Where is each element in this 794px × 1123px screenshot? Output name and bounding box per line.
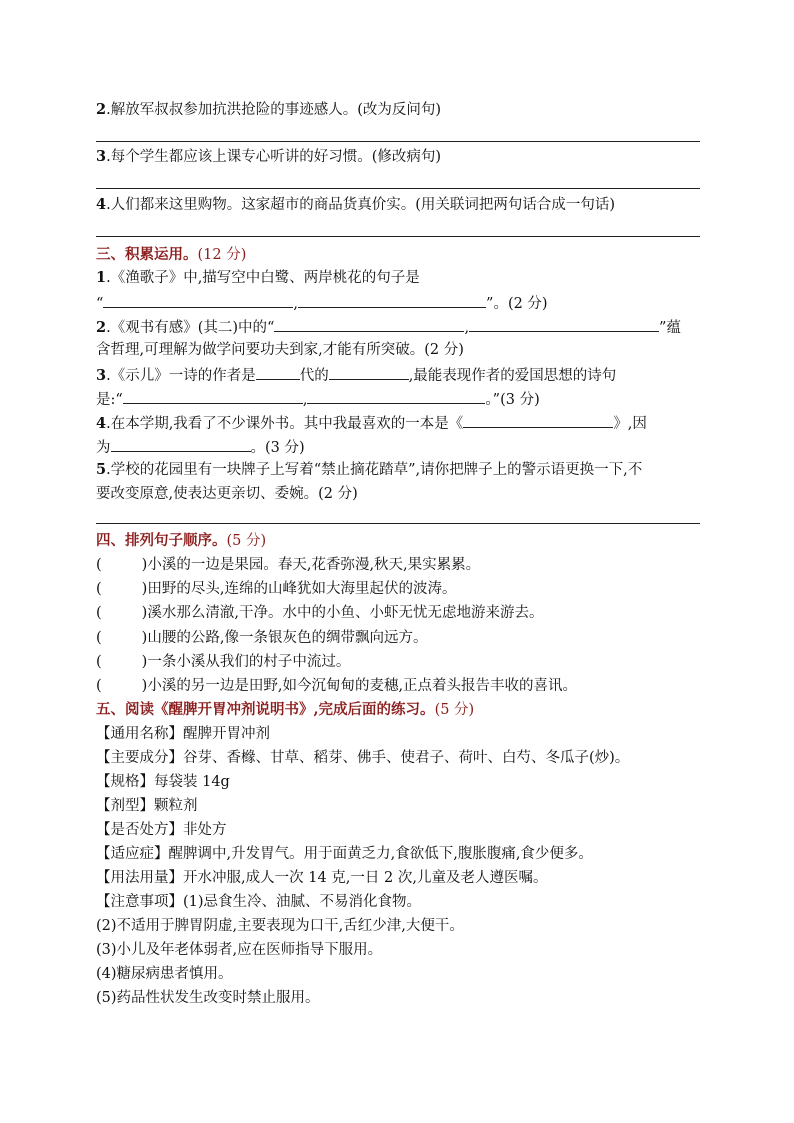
spec-entry [96,724,700,744]
question-text: 要改变原意,使表达更亲切、委婉。(2 分) [96,486,358,502]
question-number: 2 [96,101,107,118]
question-2-4 [96,195,700,215]
separator: , [293,296,299,312]
note-item: (3)小儿及年老体弱者,应在医师指导下服用。 [96,942,383,958]
bracket-close: ) [141,557,148,573]
question-text: 。(3 分) [250,440,305,456]
note-item: (5)药品性状发生改变时禁止服用。 [96,990,320,1006]
spec-entry [96,844,700,864]
section-points: (12 分) [197,247,247,263]
order-item [96,676,700,696]
order-text: 田野的尽头,连绵的山峰犹如大海里起伏的波涛。 [147,581,457,597]
spec-entry [96,796,700,816]
fill-blank[interactable] [111,436,251,452]
spec-value: 颗粒剂 [154,798,198,814]
spec-label: 【通用名称】 [96,726,183,742]
section-title: 五、阅读 [96,701,154,718]
question-text: .每个学生都应该上课专心听讲的好习惯。(修改病句) [106,149,442,165]
spec-label: 【是否处方】 [96,822,183,838]
question-3-2 [96,316,700,338]
question-text: .人们都来这里购物。这家超市的商品货真价实。(用关联词把两句话合成一句话) [106,197,616,213]
separator: , [302,392,308,408]
note-item: (2)不适用于脾胃阴虚,主要表现为口干,舌红少津,大便干。 [96,918,464,934]
question-text: .《观书有感》(其二)中的“ [106,320,275,336]
bracket-close: ) [141,678,148,694]
question-3-5-cont [96,484,700,504]
question-text: .学校的花园里有一块牌子上写着“禁止摘花踏草”,请你把牌子上的警示语更换一下,不 [106,462,643,478]
bracket-close: ) [141,605,148,621]
bracket-open: ( [96,557,102,573]
answer-line[interactable] [96,141,700,142]
order-item [96,579,700,599]
order-item [96,603,700,623]
order-text: 一条小溪从我们的村子中流过。 [147,654,351,670]
fill-blank[interactable] [103,292,293,308]
order-text: 山腰的公路,像一条银灰色的绸带飘向远方。 [147,630,428,646]
question-3-1-blanks [96,292,700,314]
section-title: 四、排列句子顺序。 [96,532,227,549]
question-number: 5 [96,461,107,478]
question-number: 3 [96,367,107,384]
order-item [96,628,700,648]
question-2-3 [96,147,700,167]
spec-entry [96,868,700,888]
section-3-heading [96,245,700,265]
spec-value: 醒脾开胃冲剂 [183,726,270,742]
spec-entry [96,772,700,792]
order-item [96,652,700,672]
question-text: 代的 [299,368,329,384]
section-points: (5 分) [226,533,267,549]
question-number: 4 [96,196,107,213]
question-3-3 [96,364,700,386]
question-2-2 [96,100,700,120]
answer-line[interactable] [96,188,700,189]
section-title: 三、积累运用。 [96,246,198,263]
spec-label: 【用法用量】 [96,870,183,886]
spec-value: 醒脾调中,升发胃气。用于面黄乏力,食欲低下,腹胀腹痛,食少便多。 [168,846,593,862]
spec-value: 每袋装 14g [154,774,230,790]
question-number: 1 [96,269,107,286]
order-text: 溪水那么清澈,干净。水中的小鱼、小虾无忧无虑地游来游去。 [147,605,544,621]
spec-value: (1)忌食生冷、油腻、不易消化食物。 [183,894,422,910]
question-text: .在本学期,我看了不少课外书。其中我最喜欢的一本是《 [106,416,464,432]
question-text: .解放军叔叔参加抗洪抢险的事迹感人。(改为反问句) [106,102,442,118]
bracket-open: ( [96,605,102,621]
bracket-open: ( [96,581,102,597]
question-3-5 [96,460,700,480]
question-text: ”蕴 [659,320,681,336]
question-text: ,最能表现作者的爱国思想的诗句 [408,368,617,384]
book-title: 《醒脾开胃冲剂说明书》 [154,701,314,718]
spec-label: 【剂型】 [96,798,154,814]
question-number: 4 [96,415,107,432]
section-title: ,完成后面的练习。 [313,701,435,718]
bracket-close: ) [141,630,148,646]
fill-blank[interactable] [298,292,486,308]
fill-blank[interactable] [469,316,659,332]
question-text: 。”(3 分) [485,392,540,408]
order-text: 小溪的一边是果园。春天,花香弥漫,秋天,果实累累。 [147,557,481,573]
question-text: .《示儿》一诗的作者是 [106,368,256,384]
question-3-3-cont [96,388,700,410]
bracket-open: ( [96,630,102,646]
spec-entry [96,820,700,840]
bracket-open: ( [96,678,102,694]
question-3-4-cont [96,436,700,458]
fill-blank[interactable] [123,388,303,404]
question-text: .《渔歌子》中,描写空中白鹭、两岸桃花的句子是 [106,270,420,286]
fill-blank[interactable] [329,364,409,380]
quote-close: ”。(2 分) [486,296,548,312]
question-3-2-cont [96,340,700,360]
quote-open: “ [96,296,104,312]
separator: , [464,320,470,336]
spec-label: 【注意事项】 [96,894,183,910]
question-text: 》,因 [613,416,647,432]
bracket-close: ) [141,581,148,597]
question-text: 为 [96,440,111,456]
fill-blank[interactable] [307,388,485,404]
spec-entry [96,892,700,912]
section-5-heading [96,700,700,720]
bracket-open: ( [96,654,102,670]
bracket-close: ) [141,654,148,670]
spec-label: 【规格】 [96,774,154,790]
order-item [96,555,700,575]
section-4-heading [96,531,700,551]
question-text: 是:“ [96,392,123,408]
answer-line[interactable] [96,523,700,524]
spec-entry [96,748,700,768]
spec-value: 非处方 [183,822,227,838]
question-3-4 [96,412,700,434]
order-text: 小溪的另一边是田野,如今沉甸甸的麦穗,正点着头报告丰收的喜讯。 [147,678,578,694]
fill-blank[interactable] [274,316,464,332]
spec-value: 开水冲服,成人一次 14 克,一日 2 次,儿童及老人遵医嘱。 [183,870,548,886]
spec-label: 【主要成分】 [96,750,183,766]
spec-label: 【适应症】 [96,846,169,862]
section-points: (5 分) [434,702,475,718]
note-item: (4)糖尿病患者慎用。 [96,966,233,982]
answer-line[interactable] [96,236,700,237]
spec-value: 谷芽、香橼、甘草、稻芽、佛手、使君子、荷叶、白芍、冬瓜子(炒)。 [183,750,630,766]
fill-blank[interactable] [256,364,300,380]
fill-blank[interactable] [463,412,613,428]
question-text: 含哲理,可理解为做学问要功夫到家,才能有所突破。(2 分) [96,342,464,358]
question-3-1 [96,268,700,288]
question-number: 3 [96,148,107,165]
question-number: 2 [96,319,107,336]
